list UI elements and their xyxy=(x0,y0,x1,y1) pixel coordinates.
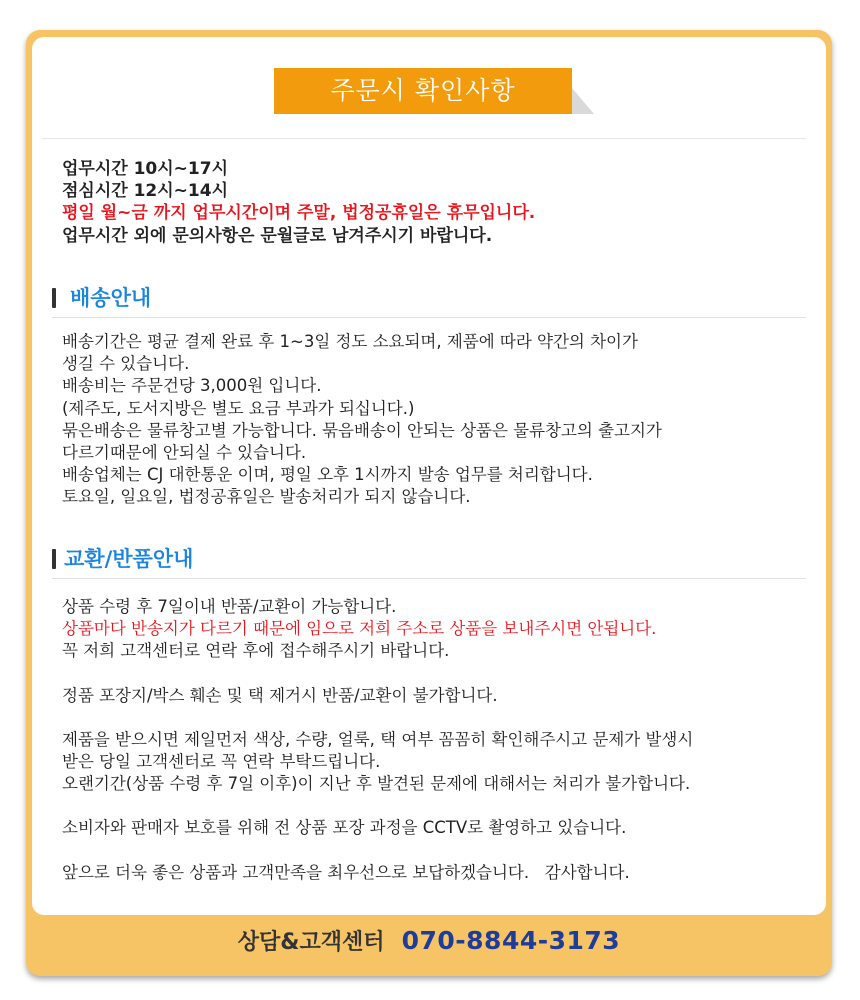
spacer xyxy=(62,840,812,862)
delivery-line: 배송비는 주문건당 3,000원 입니다. xyxy=(62,376,322,396)
exchange-line: 상품 수령 후 7일이내 반품/교환이 가능합니다. xyxy=(62,597,397,616)
exchange-heading: 교환/반품안내 xyxy=(64,547,194,571)
spacer xyxy=(62,663,812,685)
section-marker xyxy=(52,549,56,569)
notice-lunch: 점심시간 12시~14시 xyxy=(62,181,229,201)
delivery-line: 다르기때문에 안되실 수 있습니다. xyxy=(62,443,307,463)
title-divider xyxy=(42,138,806,139)
title-banner xyxy=(274,68,594,116)
notice-holiday: 평일 월~금 까지 업무시간이며 주말, 법정공휴일은 휴무입니다. xyxy=(62,203,536,223)
contact-label: 상담&고객센터 xyxy=(237,930,385,955)
exchange-line: 꼭 저희 고객센터로 연락 후에 접수해주시기 바랍니다. xyxy=(62,641,450,661)
delivery-line: 묶은배송은 물류창고별 가능합니다. 묶음배송이 안되는 상품은 물류창고의 출고지가 xyxy=(62,420,662,440)
delivery-heading: 배송안내 xyxy=(70,286,152,310)
title-fold-shadow xyxy=(572,88,594,114)
delivery-line: 생길 수 있습니다. xyxy=(62,354,190,374)
notice-hours: 업무시간 10시~17시 xyxy=(62,159,229,179)
exchange-warning: 상품마다 반송지가 다르기 때문에 임으로 저희 주소로 상품을 보내주시면 안됩니다. xyxy=(62,619,657,639)
exchange-line: 제품을 받으시면 제일먼저 색상, 수량, 얼룩, 택 여부 꼼꼼히 확인해주시고 문제가 발생시 xyxy=(62,729,694,749)
spacer xyxy=(62,707,812,729)
notice-after-hours: 업무시간 외에 문의사항은 문월글로 남겨주시기 바랍니다. xyxy=(62,226,493,246)
delivery-line: (제주도, 도서지방은 별도 요금 부과가 되십니다.) xyxy=(62,398,415,418)
exchange-line: 받은 당일 고객센터로 꼭 연락 부탁드립니다. xyxy=(62,752,381,772)
delivery-section-header xyxy=(52,284,806,314)
exchange-line: 오랜기간(상품 수령 후 7일 이후)이 지난 후 발견된 문제에 대해서는 처리가 불가합니다. xyxy=(62,774,691,794)
section-rule xyxy=(52,578,806,579)
section-marker xyxy=(52,288,56,308)
contact-footer xyxy=(32,925,826,967)
exchange-section-header xyxy=(52,545,806,575)
delivery-line: 배송업체는 CJ 대한통운 이며, 평일 오후 1시까지 발송 업무를 처리합니다. xyxy=(62,465,593,485)
exchange-line: 소비자와 판매자 보호를 위해 전 상품 포장 과정을 CCTV로 촬영하고 있습니다. xyxy=(62,818,627,838)
section-rule xyxy=(52,317,806,318)
delivery-line: 토요일, 일요일, 법정공휴일은 발송처리가 되지 않습니다. xyxy=(62,487,471,507)
exchange-line: 앞으로 더욱 좋은 상품과 고객만족을 최우선으로 보답하겠습니다. 감사합니다. xyxy=(62,862,630,882)
exchange-info xyxy=(62,596,812,884)
page-title: 주문시 확인사항 xyxy=(274,68,572,114)
spacer xyxy=(62,795,812,817)
exchange-line: 정품 포장지/박스 훼손 및 택 제거시 반품/교환이 불가합니다. xyxy=(62,685,498,705)
delivery-info xyxy=(62,331,812,509)
contact-phone[interactable]: 070-8844-3173 xyxy=(401,926,621,955)
delivery-line: 배송기간은 평균 결제 완료 후 1~3일 정도 소요되며, 제품에 따라 약간의 차이가 xyxy=(62,332,638,351)
